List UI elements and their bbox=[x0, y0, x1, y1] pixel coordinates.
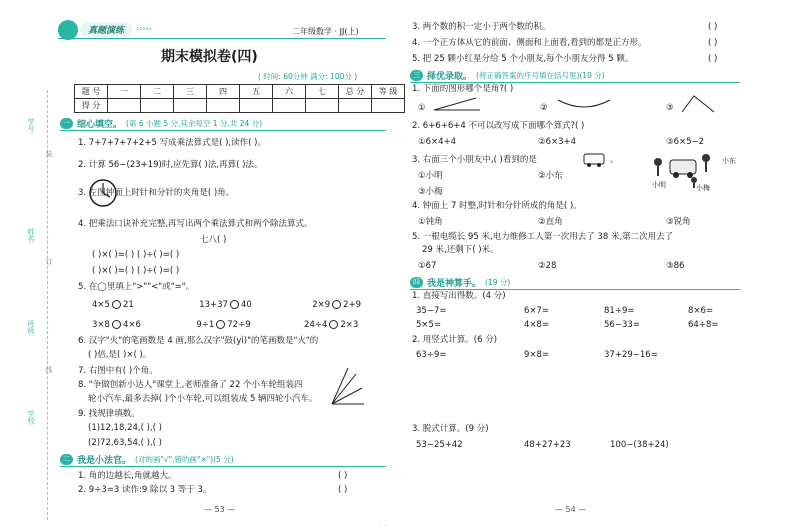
time-info: ( 时间: 60分钟 满分: 100分 ) bbox=[258, 72, 358, 81]
car-view-icon bbox=[582, 150, 606, 168]
score-cell[interactable] bbox=[141, 99, 174, 113]
score-head: 等 级 bbox=[372, 85, 405, 99]
calc-1: 1. 直接写出得数。(4 分) bbox=[412, 291, 506, 301]
score-cell[interactable] bbox=[207, 99, 240, 113]
choice-1-opt-2[interactable]: ② bbox=[540, 103, 548, 113]
judge-1-answer[interactable]: ( ) bbox=[338, 471, 348, 481]
side-label-school: 学校: bbox=[27, 410, 35, 427]
q9-seq-1: (1)12,18,24,( ),( ) bbox=[88, 423, 162, 433]
score-head: 二 bbox=[141, 85, 174, 99]
choice-4-opt-2[interactable]: ②直角 bbox=[538, 217, 563, 227]
section-3-note: (将正确答案的序号填在括号里)(10 分) bbox=[476, 70, 605, 80]
score-head: 六 bbox=[273, 85, 306, 99]
choice-1-opt-3[interactable]: ③ bbox=[666, 103, 674, 113]
score-cell[interactable] bbox=[108, 99, 141, 113]
q8-line-1: 8. "争做创新小达人"课堂上,老师准备了 22 个小车轮组装四 bbox=[78, 380, 303, 390]
choice-5-opt-1[interactable]: ①67 bbox=[418, 261, 437, 271]
section-4-header bbox=[410, 276, 510, 288]
footer-mark: · · bbox=[380, 523, 386, 530]
section-2-title: 我是小法官。 bbox=[77, 455, 132, 466]
side-dot-1: 装 bbox=[45, 150, 53, 157]
q5-expr: 4×6 bbox=[122, 320, 141, 330]
section-4-note: (19 分) bbox=[485, 277, 511, 287]
section-3-rule bbox=[410, 82, 740, 83]
side-label-student-id: 学号: bbox=[27, 118, 35, 135]
q5-expr: 13+37 bbox=[199, 300, 228, 310]
q4-formula: 七八( ) bbox=[200, 235, 227, 245]
q6-line-1: 6. 汉字"火"的笔画数是 4 画,那么汉字"鼓(yì)"的笔画数是"火"的 bbox=[78, 336, 319, 346]
section-3-title: 择优录取。 bbox=[427, 71, 473, 82]
q6-line-2: ( )倍,是( )×( )。 bbox=[88, 350, 152, 360]
choice-3-tail: 。 bbox=[610, 155, 619, 165]
q3: 3. 左图钟面上时针和分针的夹角是( )角。 bbox=[78, 188, 235, 198]
q5: 5. 在◯里填上">""<"或"="。 bbox=[78, 282, 195, 292]
compare-circle[interactable] bbox=[230, 300, 239, 309]
choice-1-opt-1[interactable]: ① bbox=[418, 103, 426, 113]
calc-1-item: 35−7= bbox=[416, 306, 447, 316]
mascot-icon bbox=[58, 20, 78, 40]
header-badge: 真题演练 bbox=[80, 22, 132, 37]
compare-circle[interactable] bbox=[329, 320, 338, 329]
section-1-rule bbox=[60, 130, 386, 131]
judge-4-answer[interactable]: ( ) bbox=[708, 38, 718, 48]
calc-3-item: 100−(38+24) bbox=[610, 440, 669, 450]
choice-1: 1. 下面的图形哪个是角?( ) bbox=[412, 84, 514, 94]
q4-row-b: ( )×( )=( ) ( )÷( )=( ) bbox=[92, 266, 180, 276]
q4: 4. 把乘法口诀补充完整,再写出两个乘法算式和两个除法算式。 bbox=[78, 219, 313, 229]
calc-1-item: 6×7= bbox=[524, 306, 550, 316]
score-row-label: 得 分 bbox=[75, 99, 108, 113]
label-xiaoming: 小明 bbox=[652, 181, 666, 189]
score-table bbox=[74, 84, 405, 113]
choice-5-opt-2[interactable]: ②28 bbox=[538, 261, 557, 271]
section-3-header bbox=[410, 69, 605, 81]
side-label-name: 姓名: bbox=[27, 228, 35, 245]
section-1-header bbox=[60, 117, 262, 129]
section-4-title: 我是神算手。 bbox=[427, 278, 482, 289]
judge-5: 5. 把 25 颗小红星分给 5 个小朋友,每个小朋友分得 5 颗。 bbox=[412, 54, 634, 64]
score-head: 七 bbox=[306, 85, 339, 99]
choice-4: 4. 钟面上 7 时整,时针和分针所成的角是( )。 bbox=[412, 201, 582, 211]
label-xiaomei: 小梅 bbox=[696, 184, 710, 192]
label-xiaodong: 小东 bbox=[722, 157, 736, 165]
q7: 7. 右图中有( )个角。 bbox=[78, 366, 158, 376]
q9: 9. 找规律填数。 bbox=[78, 409, 140, 419]
score-head: 总 分 bbox=[339, 85, 372, 99]
calc-1-item: 56−33= bbox=[604, 320, 640, 330]
judge-4: 4. 一个正方体从它的前面、侧面和上面看,看到的都是正方形。 bbox=[412, 38, 647, 48]
choice-2: 2. 6+6+6+4 不可以改写成下面哪个算式?( ) bbox=[412, 121, 585, 131]
curve-figure bbox=[556, 96, 612, 112]
page-number-right: — 54 — bbox=[555, 505, 587, 514]
choice-3-opt-3[interactable]: ③小梅 bbox=[418, 187, 443, 197]
calc-2-item: 9×8= bbox=[524, 350, 550, 360]
q2: 2. 计算 56−(23+19)时,应先算( )法,再算( )法。 bbox=[78, 160, 263, 170]
score-head: 五 bbox=[240, 85, 273, 99]
choice-4-opt-1[interactable]: ①钝角 bbox=[418, 217, 443, 227]
section-1-number: 一 bbox=[60, 118, 73, 129]
angle-rays-figure bbox=[328, 366, 368, 408]
compare-circle[interactable] bbox=[112, 320, 121, 329]
q5-row-1 bbox=[92, 300, 361, 311]
section-3-number: 三 bbox=[410, 70, 423, 81]
side-label-class: 班级: bbox=[27, 320, 35, 337]
choice-2-opt-1[interactable]: ①6×4+4 bbox=[418, 137, 457, 147]
choice-5-opt-3[interactable]: ③86 bbox=[666, 261, 685, 271]
judge-3-answer[interactable]: ( ) bbox=[708, 22, 718, 32]
score-cell[interactable] bbox=[273, 99, 306, 113]
choice-2-opt-3[interactable]: ③6×5−2 bbox=[666, 137, 705, 147]
header-rule bbox=[58, 38, 386, 39]
judge-3: 3. 两个数的积一定小于两个数的积。 bbox=[412, 22, 551, 32]
judge-2: 2. 9÷3=3 读作:9 除以 3 等于 3。 bbox=[78, 485, 212, 495]
q5-row-2 bbox=[92, 320, 358, 331]
q5-expr: 72÷9 bbox=[227, 320, 251, 330]
q9-seq-2: (2)72,63,54,( ),( ) bbox=[88, 438, 162, 448]
section-2-number: 二 bbox=[60, 454, 73, 465]
q5-expr: 40 bbox=[240, 300, 252, 310]
q5-expr: 3×8 bbox=[92, 320, 110, 330]
q5-expr: 21 bbox=[122, 300, 134, 310]
open-angle-figure bbox=[432, 96, 482, 112]
choice-5-line-2: 29 米,还剩下( )米。 bbox=[422, 245, 499, 255]
q5-expr: 2+9 bbox=[343, 300, 362, 310]
section-4-rule bbox=[410, 289, 740, 290]
q4-row-a: ( )×( )=( ) ( )÷( )=( ) bbox=[92, 250, 180, 260]
score-head: 四 bbox=[207, 85, 240, 99]
calc-1-item: 64÷8= bbox=[688, 320, 719, 330]
calc-2-item: 37+29−16= bbox=[604, 350, 658, 360]
calc-1-item: 4×8= bbox=[524, 320, 550, 330]
calc-1-item: 81÷9= bbox=[604, 306, 635, 316]
q8-line-2: 轮小汽车,最多去掉( )个小车轮,可以组装成 5 辆四轮小汽车。 bbox=[88, 394, 318, 404]
choice-3-opt-1[interactable]: ①小明 bbox=[418, 171, 443, 181]
side-dot-2: 订 bbox=[45, 258, 53, 265]
calc-1-item: 5×5= bbox=[416, 320, 442, 330]
section-1-title: 细心填空。 bbox=[77, 119, 123, 130]
choice-3-opt-2[interactable]: ②小东 bbox=[538, 171, 563, 181]
header-subject: 二年级数学 · JJ(上) bbox=[292, 27, 359, 36]
compare-circle[interactable] bbox=[332, 300, 341, 309]
section-1-note: (第 6 小题 5 分,其余每空 1 分,共 24 分) bbox=[126, 118, 263, 128]
judge-2-answer[interactable]: ( ) bbox=[338, 485, 348, 495]
section-2-header bbox=[60, 453, 234, 465]
section-4-number: 四 bbox=[410, 277, 423, 288]
q5-expr: 24÷4 bbox=[304, 320, 328, 330]
score-head: 三 bbox=[174, 85, 207, 99]
judge-1: 1. 角的边越长,角就越大。 bbox=[78, 471, 177, 481]
score-head: 题 号 bbox=[75, 85, 108, 99]
calc-2-item: 63÷9= bbox=[416, 350, 447, 360]
page-title: 期末模拟卷(四) bbox=[161, 49, 258, 65]
section-2-note: (对的画"√",错的画"×")(5 分) bbox=[135, 454, 234, 464]
calc-3-item: 53−25+42 bbox=[416, 440, 463, 450]
choice-2-opt-2[interactable]: ②6×3+4 bbox=[538, 137, 577, 147]
q5-expr: 9÷1 bbox=[196, 320, 215, 330]
score-cell[interactable] bbox=[339, 99, 372, 113]
score-cell[interactable] bbox=[372, 99, 405, 113]
choice-4-opt-3[interactable]: ③锐角 bbox=[666, 217, 691, 227]
compare-circle[interactable] bbox=[112, 300, 121, 309]
choice-5-line-1: 5. 一根电缆长 95 米,电力维修工人第一次用去了 38 米,第二次用去了 bbox=[412, 232, 674, 242]
score-cell[interactable] bbox=[306, 99, 339, 113]
q5-expr: 2×9 bbox=[312, 300, 331, 310]
score-cell[interactable] bbox=[240, 99, 273, 113]
judge-5-answer[interactable]: ( ) bbox=[708, 54, 718, 64]
q5-expr: 2×3 bbox=[340, 320, 359, 330]
q5-expr: 4×5 bbox=[92, 300, 110, 310]
section-2-rule bbox=[60, 466, 386, 467]
score-head: 一 bbox=[108, 85, 141, 99]
header-arrows: ››››› bbox=[136, 24, 152, 33]
calc-1-item: 8×6= bbox=[688, 306, 714, 316]
calc-3: 3. 脱式计算。(9 分) bbox=[412, 424, 489, 434]
compare-circle[interactable] bbox=[216, 320, 225, 329]
score-cell[interactable] bbox=[174, 99, 207, 113]
calc-3-item: 48+27+23 bbox=[524, 440, 571, 450]
choice-3: 3. 右面三个小朋友中,( )看到的是 bbox=[412, 155, 537, 165]
side-dot-3: 线 bbox=[45, 366, 53, 373]
page-number-left: — 53 — bbox=[204, 505, 236, 514]
calc-2: 2. 用竖式计算。(6 分) bbox=[412, 335, 498, 345]
q1: 1. 7+7+7+7+2+5 写成乘法算式是( ),读作( )。 bbox=[78, 138, 266, 148]
angle-figure bbox=[680, 94, 716, 114]
